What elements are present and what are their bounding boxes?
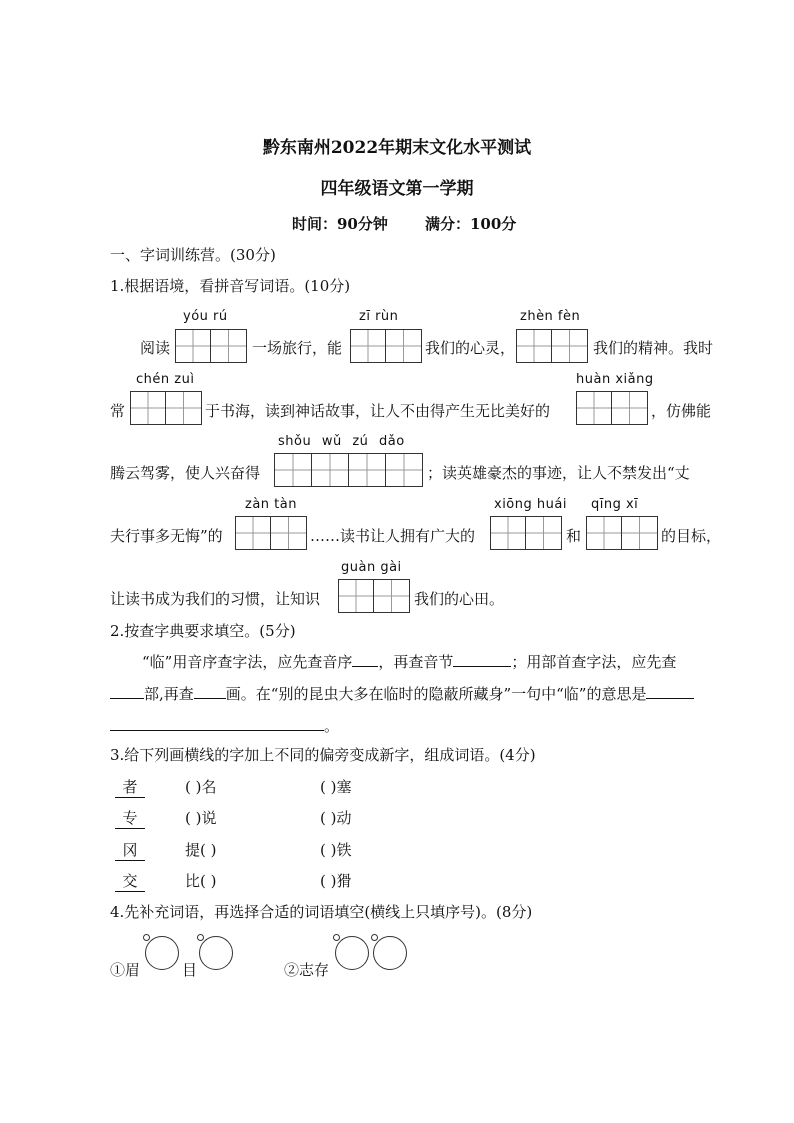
answer-grid[interactable] (516, 329, 588, 363)
q2-line1 (142, 651, 676, 672)
answer-grid[interactable] (338, 579, 410, 613)
answer-circle[interactable] (145, 936, 179, 970)
blank-line[interactable] (352, 652, 378, 667)
q4-item-text: ①眉 (110, 961, 141, 979)
q4-item-text: ②志存 (284, 961, 330, 979)
word-blank[interactable]: ( )动 (320, 809, 352, 827)
pinyin-label: qīng xī (591, 497, 639, 512)
q2-text: 。 (324, 717, 340, 735)
sentence-text: 和 (566, 527, 582, 545)
q2-line3 (110, 715, 339, 736)
blank-line[interactable] (110, 716, 324, 731)
answer-grid[interactable] (490, 516, 562, 550)
answer-grid[interactable] (235, 516, 307, 550)
answer-grid[interactable] (576, 391, 648, 425)
q2-text: 画。在“别的昆虫大多在临时的隐蔽所藏身”一句中“临”的意思是 (225, 685, 647, 703)
sentence-text: ；读英雄豪杰的事迹，让人不禁发出“丈 (427, 464, 690, 482)
sentence-text: 夫行事多无悔”的 (110, 527, 223, 545)
question-heading: 4.先补充词语，再选择合适的词语填空(横线上只填序号)。(8分) (110, 903, 533, 921)
word-blank[interactable]: 提( ) (185, 841, 217, 859)
answer-grid[interactable] (586, 516, 658, 550)
question-heading: 2.按查字典要求填空。(5分) (110, 622, 296, 640)
blank-line[interactable] (194, 684, 226, 699)
answer-circle[interactable] (373, 936, 407, 970)
q2-text: 部,再查 (144, 685, 194, 703)
pinyin-label: xiōng huái (494, 497, 567, 512)
question-heading: 3.给下列画横线的字加上不同的偏旁变成新字，组成词语。(4分) (110, 746, 536, 764)
sentence-text: 我们的精神。我时 (593, 339, 714, 357)
sentence-text: 常 (110, 402, 126, 420)
answer-circle[interactable] (335, 936, 369, 970)
answer-grid[interactable] (274, 453, 423, 487)
pinyin-label: zàn tàn (245, 497, 297, 512)
underlined-char: 交 (115, 870, 145, 892)
pinyin-label: huàn xiǎng (576, 372, 654, 387)
sentence-text: 一场旅行，能 (252, 339, 343, 357)
q2-line2 (110, 683, 694, 704)
answer-circle[interactable] (199, 936, 233, 970)
word-blank[interactable]: ( )名 (185, 778, 217, 796)
underlined-char: 专 (115, 807, 145, 829)
sentence-text: 阅读 (140, 339, 171, 357)
sentence-text: 让读书成为我们的习惯，让知识 (110, 590, 321, 608)
word-blank[interactable]: ( )猾 (320, 872, 352, 890)
sentence-text: 于书海，读到神话故事，让人不由得产生无比美好的 (205, 402, 551, 420)
word-blank[interactable]: 比( ) (185, 872, 217, 890)
answer-grid[interactable] (130, 391, 202, 425)
pin-icon (143, 934, 150, 941)
sentence-text: ，仿佛能 (651, 402, 712, 420)
blank-line[interactable] (110, 684, 144, 699)
word-blank[interactable]: ( )塞 (320, 778, 352, 796)
q2-text: “临”用音序查字法，应先查音序 (142, 653, 353, 671)
pin-icon (197, 934, 204, 941)
section-heading: 一、字词训练营。(30分) (110, 246, 276, 264)
underlined-char: 者 (115, 776, 145, 798)
pinyin-label: chén zuì (136, 372, 195, 387)
pin-icon (333, 934, 340, 941)
pinyin-label: shǒu wǔ zú dǎo (278, 434, 405, 449)
pin-icon (371, 934, 378, 941)
sentence-text: ……读书让人拥有广大的 (310, 527, 476, 545)
blank-line[interactable] (453, 652, 511, 667)
page-subtitle: 四年级语文第一学期 (320, 179, 474, 199)
pinyin-label: zhèn fèn (520, 309, 581, 324)
score-info: 满分：100分 (425, 215, 517, 233)
blank-line[interactable] (646, 684, 694, 699)
pinyin-label: zī rùn (359, 309, 399, 324)
pinyin-label: guàn gài (341, 560, 402, 575)
underlined-char: 冈 (115, 839, 145, 861)
answer-grid[interactable] (175, 329, 247, 363)
sentence-text: 我们的心灵， (425, 339, 516, 357)
question-heading: 1.根据语境，看拼音写词语。(10分) (110, 277, 351, 295)
sentence-text: 我们的心田。 (414, 590, 505, 608)
pinyin-label: yóu rú (183, 309, 228, 324)
q2-text: ；用部首查字法，应先查 (511, 653, 677, 671)
word-blank[interactable]: ( )说 (185, 809, 217, 827)
q4-item-text: 目 (182, 961, 198, 979)
page-title: 黔东南州2022年期末文化水平测试 (262, 138, 532, 158)
sentence-text: 腾云驾雾，使人兴奋得 (110, 464, 261, 482)
q2-text: ，再查音节 (378, 653, 454, 671)
sentence-text: 的目标， (661, 527, 722, 545)
time-info: 时间：90分钟 (292, 215, 388, 233)
answer-grid[interactable] (350, 329, 422, 363)
word-blank[interactable]: ( )铁 (320, 841, 352, 859)
